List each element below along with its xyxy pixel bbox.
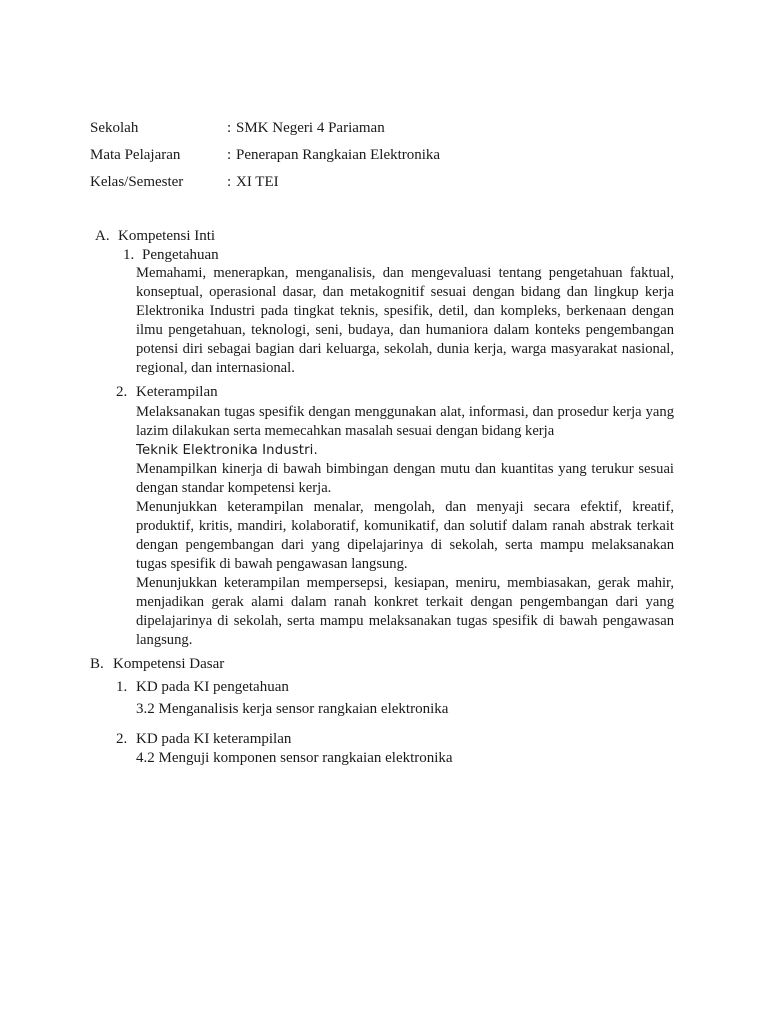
header-value: SMK Negeri 4 Pariaman [236,120,385,136]
paragraph-text: Menampilkan kinerja di bawah bimbingan dengan mutu dan kuantitas yang terukur sesuai dengan standar kompetensi kerja. [136,461,674,496]
header-row-class [90,172,690,192]
item-marker: 1. [116,679,128,695]
paragraph-text: Menunjukkan keterampilan menalar, mengolah, dan menyaji secara efektif, kreatif, produktif, kritis, mandiri, kolaboratif, komunikatif, dan solutif dalam ranah abstrak terkait dengan pengembangan dari yang dipelajarinya di sekolah, serta mampu melaksanakan tugas spesifik di bawah pengawasan langsung. [136,499,674,572]
item-marker: 2. [116,384,128,400]
kd-3-2 [136,700,448,719]
item-marker: 1. [123,247,135,263]
paragraph-text: Memahami, menerapkan, menganalisis, dan mengevaluasi tentang pengetahuan faktual, konseptual, operasional dasar, dan metakognitif sesuai dengan bidang dan lingkup kerja Elektronika Industri pada tingkat teknis, spesifik, detil, dan kompleks, berkenaan dengan ilmu pengetahuan, teknologi, seni, budaya, dan humaniora dalam konteks pengembangan potensi diri sebagai bagian dari keluarga, sekolah, dunia kerja, warga masyarakat nasional, regional, dan internasional. [136,265,674,376]
header-label: Mata Pelajaran [90,147,181,163]
section-marker: B. [90,656,104,672]
paragraph-pengetahuan [136,264,674,378]
header-value: XI TEI [236,174,279,190]
paragraph-text: Menunjukkan keterampilan mempersepsi, kesiapan, meniru, membiasakan, gerak mahir, menjadikan gerak alami dalam ranah konkret terkait dengan pengembangan dari yang dipelajarinya di sekolah, serta mampu melaksanakan tugas spesifik di bawah pengawasan langsung. [136,575,674,648]
kd-text: 3.2 Menganalisis kerja sensor rangkaian elektronika [136,701,449,717]
header-row-school [90,118,690,138]
section-title: Kompetensi Inti [118,228,216,244]
header-colon: : [227,120,232,136]
item-title: KD pada KI pengetahuan [136,679,289,695]
item-b2-heading [116,730,291,749]
item-a2-heading [116,383,218,402]
section-a-heading [95,227,215,246]
item-a1-heading [123,246,219,265]
header-colon: : [227,174,232,190]
item-title: KD pada KI keterampilan [136,731,292,747]
header-value: Penerapan Rangkaian Elektronika [236,147,441,163]
section-title: Kompetensi Dasar [113,656,225,672]
item-b1-heading [116,678,289,697]
paragraph-text-sans: Teknik Elektronika Industri. [136,443,318,458]
header-label: Kelas/Semester [90,174,184,190]
item-title: Pengetahuan [142,247,219,263]
paragraph-keterampilan [136,403,674,650]
kd-4-2 [136,749,453,768]
header-colon: : [227,147,232,163]
item-title: Keterampilan [136,384,218,400]
section-b-heading [90,655,224,674]
kd-text: 4.2 Menguji komponen sensor rangkaian elektronika [136,750,453,766]
header-row-subject [90,145,690,165]
item-marker: 2. [116,731,128,747]
section-marker: A. [95,228,110,244]
paragraph-text: Melaksanakan tugas spesifik dengan menggunakan alat, informasi, dan prosedur kerja yang lazim dilakukan serta memecahkan masalah sesuai dengan bidang kerja [136,404,674,439]
header-label: Sekolah [90,120,139,136]
